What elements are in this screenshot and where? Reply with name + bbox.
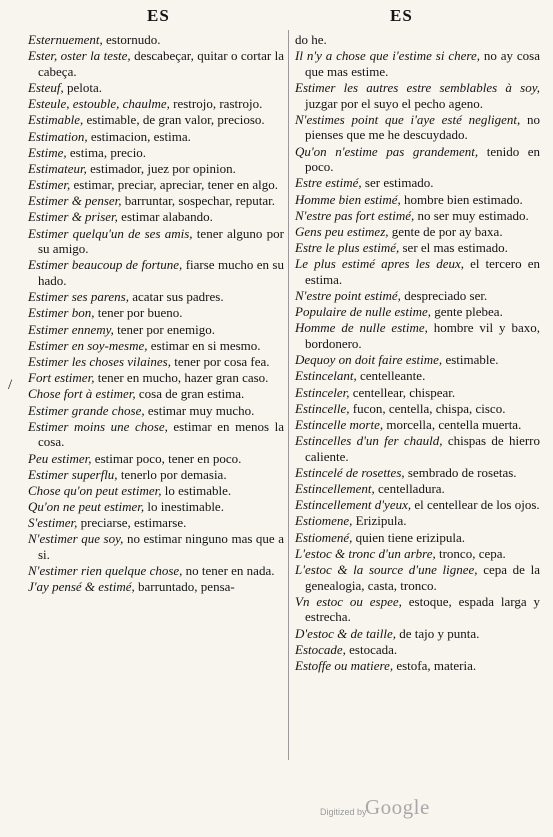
entry-definition: no tener en nada. — [182, 563, 275, 579]
dictionary-entry — [28, 370, 284, 386]
entry-headword: Estincelant, — [295, 368, 357, 384]
running-head-right: ES — [390, 6, 413, 25]
entry-headword: Homme bien estimé, — [295, 191, 401, 207]
dictionary-entry — [28, 305, 284, 321]
dictionary-entry — [28, 467, 284, 483]
dictionary-entry — [28, 419, 284, 450]
entry-headword: Estimable, — [28, 112, 84, 128]
entry-headword: Homme de nulle estime, — [295, 320, 428, 336]
dictionary-entry — [295, 320, 540, 351]
entry-headword: Estimer les autres estre semblables à soy, — [295, 79, 540, 95]
entry-headword: Qu'on n'estime pas grandement, — [295, 143, 479, 159]
entry-definition: el tercero en estima. — [305, 256, 540, 287]
entry-definition: Erizipula. — [352, 513, 407, 529]
dictionary-entry — [295, 530, 540, 546]
dictionary-entry — [295, 546, 540, 562]
entry-definition: tenido en poco. — [305, 143, 540, 175]
entry-headword: Ester, oster la teste, — [28, 48, 131, 64]
entry-definition: estornudo. — [102, 32, 161, 47]
entry-definition: tenerlo por demasia. — [117, 466, 227, 482]
dictionary-entry — [295, 352, 540, 368]
dictionary-entry — [295, 626, 540, 642]
entry-definition: no pienses que me he descuydado. — [305, 111, 541, 143]
dictionary-entry — [295, 465, 540, 481]
dictionary-entry — [28, 257, 284, 288]
entry-headword: N'estimes point que i'aye esté negligent, — [295, 111, 521, 127]
dictionary-entry — [28, 226, 284, 257]
entry-headword: J'ay pensé & estimé, — [28, 579, 135, 595]
entry-definition: centelleante. — [356, 368, 426, 384]
entry-headword: Estimateur, — [28, 160, 87, 176]
dictionary-entry — [28, 531, 284, 562]
entry-definition: estimador, juez por opinion. — [86, 160, 236, 176]
dictionary-entry — [28, 129, 284, 145]
entry-headword: Esternuement, — [28, 32, 103, 47]
entry-headword: Estimer ses parens, — [28, 289, 129, 305]
entry-definition: ser estimado. — [361, 175, 434, 191]
entry-definition: estimacion, estima. — [87, 128, 191, 144]
entry-headword: Chose qu'on peut estimer, — [28, 482, 162, 498]
entry-definition: gente de por ay baxa. — [388, 223, 503, 239]
dictionary-entry — [295, 562, 540, 593]
entry-headword: Estimer en soy-mesme, — [28, 337, 148, 353]
entry-definition: juzgar por el suyo el pecho ageno. — [305, 95, 483, 111]
entry-definition: acatar sus padres. — [129, 289, 224, 305]
entry-definition: restrojo, rastrojo. — [169, 96, 263, 112]
entry-definition: ser el mas estimado. — [399, 240, 508, 256]
entry-headword: Estincelle, — [295, 400, 350, 416]
dictionary-entry — [28, 354, 284, 370]
entry-definition: despreciado ser. — [400, 288, 488, 304]
dictionary-entry — [295, 417, 540, 433]
entry-headword: D'estoc & de taille, — [295, 625, 396, 641]
dictionary-entry — [295, 658, 540, 674]
right-column — [295, 32, 540, 674]
entry-headword: Esteule, estouble, chaulme, — [28, 96, 170, 112]
entry-definition: estimar en si mesmo. — [147, 337, 261, 353]
entry-headword: Estimer superflu, — [28, 466, 118, 482]
entry-headword: Estimer & priser, — [28, 209, 118, 225]
entry-definition: gente plebea. — [431, 304, 503, 320]
page-footer — [0, 797, 553, 827]
entry-definition: hombre bien estimado. — [400, 191, 523, 207]
entry-definition: hombre vil y baxo, bordonero. — [305, 320, 540, 351]
dictionary-entry — [295, 513, 540, 529]
digitized-by-text: Digitized by — [320, 807, 367, 817]
dictionary-entry — [28, 112, 284, 128]
entry-headword: Estincelé de rosettes, — [295, 464, 405, 480]
dictionary-entry — [295, 112, 540, 143]
entry-definition: preciarse, estimarse. — [77, 515, 187, 531]
dictionary-entry — [28, 48, 284, 79]
entry-headword: Estre le plus estimé, — [295, 240, 400, 256]
dictionary-entry — [295, 497, 540, 513]
running-head-left: ES — [147, 6, 170, 25]
google-watermark: Google — [365, 795, 430, 819]
entry-definition: estimar, preciar, apreciar, tener en algo. — [70, 177, 279, 193]
entry-definition: tener por cosa fea. — [170, 353, 270, 369]
entry-definition: barruntado, pensa- — [134, 579, 235, 595]
entry-definition: estimable. — [442, 352, 499, 368]
entry-definition: lo estimable. — [161, 482, 232, 498]
dictionary-entry — [28, 177, 284, 193]
dictionary-entry — [28, 161, 284, 177]
dictionary-entry — [295, 385, 540, 401]
entry-headword: Estoffe ou matiere, — [295, 657, 394, 673]
dictionary-entry — [28, 145, 284, 161]
margin-pen-mark: / — [8, 377, 13, 393]
entry-headword: L'estoc & tronc d'un arbre, — [295, 545, 436, 561]
dictionary-entry — [28, 579, 284, 595]
dictionary-entry — [295, 175, 540, 191]
entry-definition: estimar poco, tener en poco. — [91, 450, 242, 466]
entry-definition: tener alguno por su amigo. — [38, 225, 284, 257]
dictionary-entry — [28, 209, 284, 225]
entry-headword: Estimer & penser, — [28, 193, 122, 209]
page-header — [0, 6, 553, 28]
entry-definition: barruntar, sospechar, reputar. — [121, 193, 275, 209]
dictionary-entry — [28, 80, 284, 96]
dictionary-entry — [295, 368, 540, 384]
dictionary-entry — [295, 256, 540, 287]
entry-headword: Estimer ennemy, — [28, 321, 114, 337]
entry-headword: Estimer grande chose, — [28, 402, 145, 418]
entry-headword: Estimer beaucoup de fortune, — [28, 257, 183, 273]
entry-headword: Gens peu estimez, — [295, 223, 389, 239]
entry-headword: Estincellement, — [295, 481, 375, 497]
dictionary-entry — [28, 515, 284, 531]
entry-headword: Estimer quelqu'un de ses amis, — [28, 225, 193, 241]
entry-definition: centelladura. — [374, 481, 445, 497]
entry-headword: N'estimer que soy, — [28, 531, 124, 547]
entry-definition: do he. — [295, 32, 327, 47]
dictionary-entry — [28, 386, 284, 402]
entry-headword: N'estimer rien quelque chose, — [28, 563, 183, 579]
dictionary-entry — [28, 403, 284, 419]
entry-headword: Estincellement d'yeux, — [295, 497, 412, 513]
entry-headword: Le plus estimé apres les deux, — [295, 256, 464, 272]
entry-definition: chispas de hierro caliente. — [305, 433, 540, 464]
dictionary-entry — [295, 208, 540, 224]
dictionary-entry — [295, 32, 540, 48]
entry-definition: centellear, chispear. — [349, 384, 456, 400]
entry-definition: fiarse mucho en su hado. — [38, 257, 284, 289]
dictionary-entry — [28, 451, 284, 467]
dictionary-entry — [28, 32, 284, 48]
entry-definition: tener por enemigo. — [113, 321, 215, 337]
entry-headword: Estimer, — [28, 177, 71, 193]
entry-definition: quien tiene erizipula. — [352, 529, 466, 545]
dictionary-entry — [28, 563, 284, 579]
left-column — [28, 32, 284, 596]
entry-headword: Estimer les choses vilaines, — [28, 353, 171, 369]
entry-headword: Dequoy on doit faire estime, — [295, 352, 443, 368]
dictionary-entry — [28, 499, 284, 515]
dictionary-entry — [28, 322, 284, 338]
dictionary-entry — [295, 224, 540, 240]
entry-headword: Estocade, — [295, 641, 346, 657]
entry-definition: estimar muy mucho. — [144, 402, 255, 418]
entry-definition: estocada. — [345, 641, 398, 657]
entry-definition: de tajo y punta. — [395, 625, 480, 641]
dictionary-entry — [295, 304, 540, 320]
entry-headword: Estre estimé, — [295, 175, 362, 191]
dictionary-entry — [295, 481, 540, 497]
entry-definition: pelota. — [63, 79, 103, 95]
entry-headword: Estimer bon, — [28, 305, 95, 321]
dictionary-entry — [295, 288, 540, 304]
entry-definition: fucon, centella, chispa, cisco. — [349, 400, 506, 416]
entry-headword: Estincelles d'un fer chauld, — [295, 433, 443, 449]
entry-definition: estima, precio. — [66, 144, 147, 160]
dictionary-entry — [295, 144, 540, 175]
dictionary-entry — [28, 338, 284, 354]
column-divider — [288, 30, 289, 760]
entry-definition: morcella, centella muerta. — [383, 416, 522, 432]
entry-headword: Vn estoc ou espee, — [295, 593, 402, 609]
dictionary-entry — [295, 240, 540, 256]
entry-headword: Qu'on ne peut estimer, — [28, 499, 145, 515]
entry-definition: cosa de gran estima. — [135, 386, 245, 402]
entry-definition: lo inestimable. — [144, 499, 224, 515]
entry-headword: Fort estimer, — [28, 370, 95, 386]
entry-headword: Estiomene, — [295, 513, 353, 529]
entry-definition: tronco, cepa. — [435, 545, 506, 561]
dictionary-entry — [28, 96, 284, 112]
entry-definition: estimar en menos la cosa. — [38, 418, 284, 450]
entry-headword: Il n'y a chose que i'estime si chere, — [295, 48, 480, 64]
entry-definition: no estimar ninguno mas que a si. — [38, 531, 285, 563]
dictionary-entry — [295, 80, 540, 111]
entry-headword: Populaire de nulle estime, — [295, 304, 431, 320]
dictionary-entry — [28, 289, 284, 305]
dictionary-entry — [28, 483, 284, 499]
entry-definition: tener por bueno. — [94, 305, 183, 321]
dictionary-entry — [295, 594, 540, 625]
entry-definition: no ay cosa que mas estime. — [305, 48, 540, 79]
dictionary-entry — [295, 433, 540, 464]
entry-headword: Estincelle morte, — [295, 416, 384, 432]
entry-definition: tener en mucho, hazer gran caso. — [94, 370, 269, 386]
dictionary-entry — [295, 401, 540, 417]
entry-headword: N'estre pas fort estimé, — [295, 207, 415, 223]
entry-definition: estimable, de gran valor, precioso. — [83, 112, 265, 128]
dictionary-entry — [295, 192, 540, 208]
entry-headword: Estimer moins une chose, — [28, 418, 168, 434]
entry-headword: Estime, — [28, 144, 67, 160]
entry-headword: Esteuf, — [28, 79, 64, 95]
entry-definition: sembrado de rosetas. — [404, 464, 517, 480]
entry-definition: no ser muy estimado. — [414, 207, 529, 223]
entry-definition: cepa de la genealogia, casta, tronco. — [305, 562, 540, 593]
entry-headword: N'estre point estimé, — [295, 288, 401, 304]
entry-headword: Estimation, — [28, 128, 88, 144]
entry-headword: S'estimer, — [28, 515, 78, 531]
entry-definition: descabeçar, quitar o cortar la cabeça. — [38, 48, 284, 79]
entry-headword: L'estoc & la source d'une lignee, — [295, 562, 478, 578]
entry-headword: Chose fort à estimer, — [28, 386, 136, 402]
dictionary-entry — [28, 193, 284, 209]
entry-definition: estimar alabando. — [117, 209, 213, 225]
entry-headword: Estiomené, — [295, 529, 353, 545]
entry-headword: Estinceler, — [295, 384, 350, 400]
entry-definition: estoque, espada larga y estrecha. — [305, 593, 540, 625]
entry-headword: Peu estimer, — [28, 450, 92, 466]
dictionary-entry — [295, 642, 540, 658]
dictionary-entry — [295, 48, 540, 79]
entry-definition: el centellear de los ojos. — [411, 497, 540, 513]
entry-definition: estofa, materia. — [393, 657, 477, 673]
